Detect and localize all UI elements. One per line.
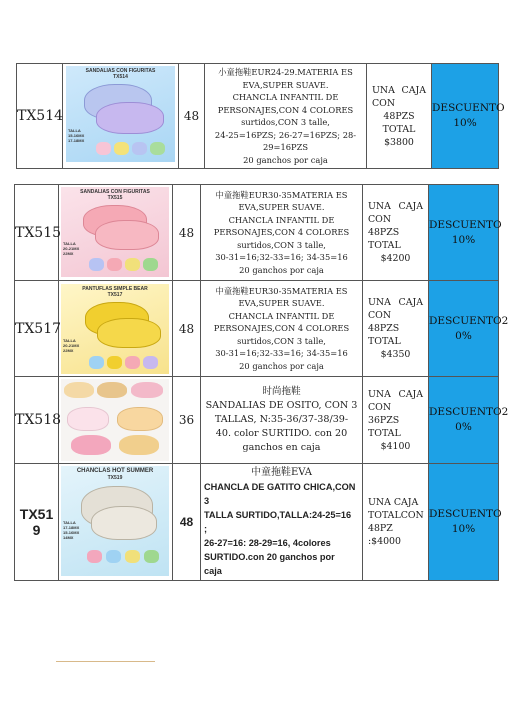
desc-line: 小童拖鞋EUR24-29.MATERIA ES xyxy=(218,67,353,77)
discount-label: DESCUENTO xyxy=(432,102,505,114)
price-word: CAJA xyxy=(398,201,423,212)
desc-line: EVA,SUPER SUAVE. xyxy=(242,79,329,90)
image-size-2: 20-21MX xyxy=(63,343,80,348)
desc-line: ganchos en caja xyxy=(242,442,321,453)
discount-value: 0% xyxy=(455,421,472,433)
price-word: CON xyxy=(400,510,424,521)
desc-line: surtidos,CON 3 talle, xyxy=(237,335,326,346)
desc-line: 中童拖鞋EUR30-35MATERIA ES xyxy=(215,189,348,200)
desc-line: 24-25=16PZS; 26-27=16PZS; 28- xyxy=(214,129,357,140)
image-size-2: 20-21MX xyxy=(63,246,80,251)
image-size-3: 22MX xyxy=(63,251,74,256)
image-size-1: TALLA xyxy=(68,128,81,133)
discount-label: DESCUENTO2 xyxy=(429,314,509,327)
product-description xyxy=(201,185,363,281)
desc-line: 中童拖鞋EUR30-35MATERIA ES xyxy=(215,285,348,296)
desc-line: 40. color SURTIDO. con 20 xyxy=(215,428,348,439)
product-image xyxy=(59,377,173,464)
price-word: CAJA xyxy=(401,84,426,96)
desc-line: 20 ganchos por caja xyxy=(239,264,324,275)
product-description xyxy=(201,464,363,581)
discount-value: 10% xyxy=(451,523,476,535)
image-size-1: TALLA xyxy=(63,241,76,246)
price-word: UNA xyxy=(368,388,391,400)
price-qty: 48PZS TOTAL xyxy=(368,227,401,251)
desc-line: EVA,SUPER SUAVE. xyxy=(238,202,325,213)
desc-line: 3 xyxy=(204,496,210,506)
price-amount: $4200 xyxy=(380,253,411,264)
price-amount: $3800 xyxy=(384,136,414,148)
price-word: UNA xyxy=(368,297,391,308)
desc-line: CHANCLA INFANTIL DE xyxy=(228,214,335,225)
product-qty: 48 xyxy=(173,185,201,281)
image-title: SANDALIAS CON FIGURITAS xyxy=(80,189,150,195)
discount-label: DESCUENTO xyxy=(429,508,502,520)
product-image xyxy=(63,64,179,169)
desc-line: EVA,SUPER SUAVE. xyxy=(238,298,325,309)
discount-badge xyxy=(429,281,509,377)
discount-label: DESCUENTO2 xyxy=(429,406,509,418)
discount-badge xyxy=(429,377,509,464)
product-code: TX515 xyxy=(15,185,59,281)
desc-line: surtidos,CON 3 talle, xyxy=(241,117,330,127)
price-word: CON xyxy=(372,97,396,109)
desc-line: 时尚拖鞋 xyxy=(262,386,301,397)
desc-line: 20 ganchos por caja xyxy=(239,360,324,371)
product-qty: 36 xyxy=(173,377,201,464)
image-size-3: 15-16MX xyxy=(63,530,80,535)
product-qty: 48 xyxy=(179,64,205,169)
product-description xyxy=(201,377,363,464)
desc-line: CHANCLA INFANTIL DE xyxy=(228,310,335,321)
price-word: UNA xyxy=(372,84,395,96)
product-description xyxy=(205,64,367,169)
product-image xyxy=(59,464,173,581)
product-row-tx519 xyxy=(15,464,499,581)
product-qty: 48 xyxy=(173,464,201,581)
desc-line: TALLA SURTIDO,TALLA:24-25=16 xyxy=(204,510,352,520)
product-row-tx517 xyxy=(15,281,499,377)
price-qty: 48PZS TOTAL xyxy=(368,323,401,347)
price-word: TOTAL xyxy=(382,123,416,135)
discount-label: DESCUENTO xyxy=(429,218,502,231)
image-size-3: 22MX xyxy=(63,348,74,353)
discount-value: 10% xyxy=(451,233,476,246)
image-title: CHANCLAS HOT SUMMER xyxy=(76,468,154,474)
desc-line: CHANCLA INFANTIL DE xyxy=(232,92,339,102)
product-price xyxy=(363,377,429,464)
product-code: TX517 xyxy=(15,281,59,377)
image-size-1: TALLA xyxy=(63,338,76,343)
desc-line: SANDALIAS DE OSITO, CON 3 xyxy=(205,400,358,411)
product-description xyxy=(201,281,363,377)
product-price xyxy=(363,464,429,581)
product-price xyxy=(367,64,432,169)
desc-line: PERSONAJES,CON 4 COLORES xyxy=(213,227,350,238)
desc-line: 中童拖鞋EVA xyxy=(250,467,313,478)
price-word: TOTAL xyxy=(368,510,401,521)
product-code: TX518 xyxy=(15,377,59,464)
product-qty: 48 xyxy=(173,281,201,377)
price-word: CAJA xyxy=(398,388,423,400)
price-word: CON xyxy=(368,401,392,413)
discount-badge xyxy=(429,464,502,581)
price-amount: $4100 xyxy=(380,440,411,452)
product-price xyxy=(363,281,429,377)
desc-line: surtidos,CON 3 talle, xyxy=(237,239,326,250)
image-code: TX517 xyxy=(107,292,123,298)
price-word: CON xyxy=(368,214,392,225)
desc-line: PERSONAJES,CON 4 COLORES xyxy=(213,323,350,334)
product-table-2 xyxy=(14,184,509,581)
price-word: UNA CAJA xyxy=(368,497,419,508)
product-code: TX514 xyxy=(17,64,63,169)
desc-line: 30-31=16;32-33=16; 34-35=16 xyxy=(215,348,348,359)
desc-line: PERSONAJES,CON 4 COLORES xyxy=(217,104,354,115)
desc-line: 26-27=16: 28-29=16, 4colores xyxy=(204,538,331,548)
image-size-1: TALLA xyxy=(63,520,76,525)
product-code xyxy=(15,464,59,581)
code-line: 9 xyxy=(32,522,41,538)
desc-line: 20 ganchos por caja xyxy=(243,154,328,165)
discount-value: 10% xyxy=(453,117,477,129)
product-image xyxy=(59,281,173,377)
image-size-3: 17-18MX xyxy=(68,138,85,143)
desc-line: CHANCLA DE GATITO CHICA,CON xyxy=(204,482,356,492)
footer-divider xyxy=(56,661,155,662)
desc-line: 29=16PZS xyxy=(262,142,309,152)
code-line: TX51 xyxy=(19,506,54,522)
image-code: TX514 xyxy=(113,74,128,80)
product-row-tx518 xyxy=(15,377,499,464)
product-table-1 xyxy=(16,63,505,169)
product-row-tx515 xyxy=(15,185,499,281)
price-qty: 48PZS xyxy=(383,110,415,122)
desc-line: TALLAS, N:35-36/37-38/39- xyxy=(214,414,349,425)
desc-line: caja xyxy=(204,566,222,576)
price-word: CON xyxy=(368,310,392,321)
desc-line: 30-31=16;32-33=16; 34-35=16 xyxy=(215,252,348,263)
image-size-2: 17-18MX xyxy=(63,525,80,530)
image-title: PANTUFLAS SIMPLE BEAR xyxy=(82,286,148,292)
discount-value: 0% xyxy=(455,329,472,342)
product-row-tx514 xyxy=(17,64,499,169)
price-word: CAJA xyxy=(398,297,423,308)
desc-line: SURTIDO.con 20 ganchos por xyxy=(204,552,335,562)
discount-badge xyxy=(432,64,505,169)
price-qty: 36PZS TOTAL xyxy=(368,414,401,439)
image-size-4: 14MX xyxy=(63,535,74,540)
product-image xyxy=(59,185,173,281)
price-amount: 48PZ :$4000 xyxy=(368,523,401,547)
desc-line: ; xyxy=(204,524,208,534)
image-title: SANDALIAS CON FIGURITAS xyxy=(85,68,156,74)
image-size-2: 15-16MX xyxy=(68,133,85,138)
discount-badge xyxy=(429,185,502,281)
image-code: TX519 xyxy=(107,475,123,481)
price-amount: $4350 xyxy=(380,349,411,360)
price-word: UNA xyxy=(368,201,391,212)
product-price xyxy=(363,185,429,281)
image-code: TX515 xyxy=(107,195,123,201)
